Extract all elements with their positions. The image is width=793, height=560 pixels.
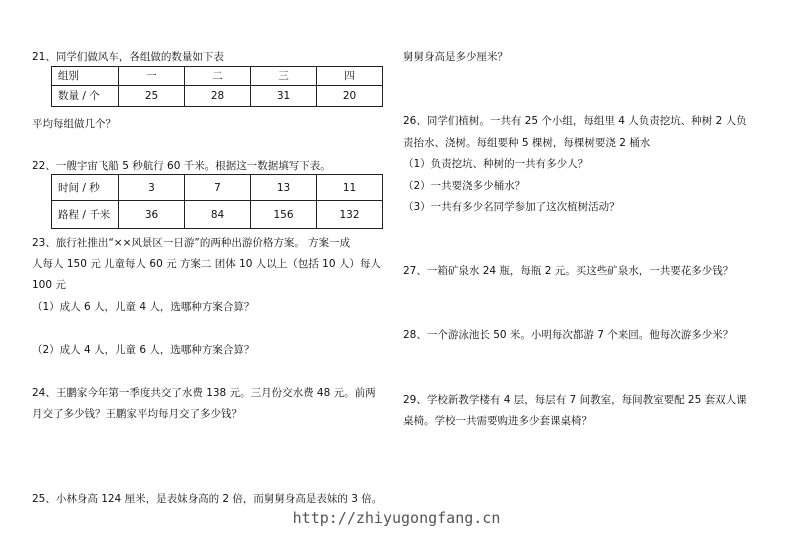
table-cell: 3 xyxy=(119,175,185,201)
table-cell: 31 xyxy=(251,86,317,107)
q24-line2: 月交了多少钱？王鹏家平均每月交了多少钱？ xyxy=(32,408,242,420)
table-cell: 25 xyxy=(119,86,185,107)
table-cell: 20 xyxy=(317,86,383,107)
table-cell: 132 xyxy=(317,201,383,229)
table-row xyxy=(52,201,383,229)
q23-line1: 23、旅行社推出“××风景区一日游”的两种出游价格方案。 方案一成 xyxy=(32,237,351,249)
table-cell: 组别 xyxy=(52,67,119,86)
q25-continuation: 舅舅身高是多少厘米？ xyxy=(403,51,508,63)
q23-sub2: （2）成人 4 人，儿童 6 人，选哪种方案合算？ xyxy=(32,344,255,356)
q21-question: 平均每组做几个？ xyxy=(32,118,116,130)
table-row xyxy=(52,67,383,86)
q26-line1: 26、同学们植树。一共有 25 个小组，每组里 4 人负责挖坑、种树 2 人负 xyxy=(403,115,747,127)
q28-text: 28、一个游泳池长 50 米。小明每次都游 7 个来回。他每次游多少米？ xyxy=(403,329,734,341)
table-cell: 三 xyxy=(251,67,317,86)
q23-sub1: （1）成人 6 人，儿童 4 人，选哪种方案合算？ xyxy=(32,301,255,313)
q26-sub3: （3）一共有多少名同学参加了这次植树活动？ xyxy=(403,201,620,213)
table-cell: 28 xyxy=(185,86,251,107)
q24-line1: 24、王鹏家今年第一季度共交了水费 138 元。三月份交水费 48 元。前两 xyxy=(32,387,376,399)
table-cell: 11 xyxy=(317,175,383,201)
table-cell: 时间 / 秒 xyxy=(52,175,119,201)
q22-table xyxy=(51,174,383,229)
q29-line1: 29、学校新教学楼有 4 层，每层有 7 间教室，每间教室要配 25 套双人课 xyxy=(403,394,747,406)
q21-title: 21、同学们做风车，各组做的数量如下表 xyxy=(32,51,224,63)
q21-table xyxy=(51,66,383,107)
table-cell: 156 xyxy=(251,201,317,229)
table-cell: 84 xyxy=(185,201,251,229)
table-cell: 13 xyxy=(251,175,317,201)
table-cell: 二 xyxy=(185,67,251,86)
q22-title: 22、一艘宇宙飞船 5 秒航行 60 千米。根据这一数据填写下表。 xyxy=(32,160,331,172)
table-cell: 四 xyxy=(317,67,383,86)
table-cell: 7 xyxy=(185,175,251,201)
q27-text: 27、一箱矿泉水 24 瓶，每瓶 2 元。买这些矿泉水，一共要花多少钱？ xyxy=(403,265,734,277)
q26-sub1: （1）负责挖坑、种树的一共有多少人？ xyxy=(403,158,589,170)
q23-line3: 100 元 xyxy=(32,279,66,291)
table-row xyxy=(52,86,383,107)
q29-line2: 桌椅。学校一共需要购进多少套课桌椅？ xyxy=(403,415,592,427)
q26-line2: 责抬水、浇树。每组要种 5 棵树，每棵树要浇 2 桶水 xyxy=(403,137,651,149)
q23-line2: 人每人 150 元 儿童每人 60 元 方案二 团体 10 人以上（包括 10 人）每人 xyxy=(32,258,381,270)
footer-url[interactable]: http://zhiyugongfang.cn xyxy=(292,509,501,527)
table-cell: 数量 / 个 xyxy=(52,86,119,107)
table-row xyxy=(52,175,383,201)
q26-sub2: （2）一共要浇多少桶水？ xyxy=(403,180,526,192)
q25-line1: 25、小林身高 124 厘米，是表妹身高的 2 倍，而舅舅身高是表妹的 3 倍。 xyxy=(32,493,383,505)
table-cell: 一 xyxy=(119,67,185,86)
table-cell: 路程 / 千米 xyxy=(52,201,119,229)
table-cell: 36 xyxy=(119,201,185,229)
